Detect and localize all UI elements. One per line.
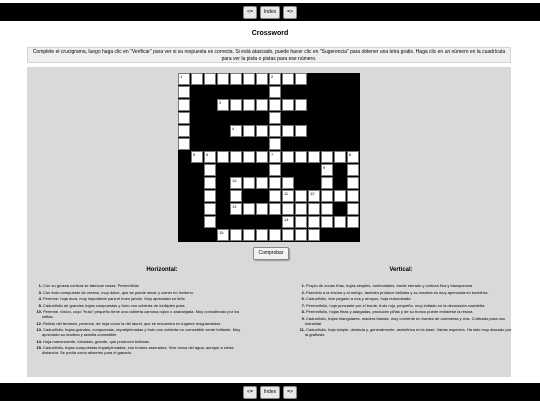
prev-page-button[interactable]: <= (243, 386, 257, 399)
grid-cell[interactable] (204, 203, 216, 215)
index-button[interactable]: Index (260, 386, 280, 399)
clue-number-label: 6. (301, 296, 305, 301)
grid-cell[interactable] (204, 177, 216, 189)
clue-text: Hoja marcescente, lobulada, grande, que producen bellotas. (43, 338, 150, 344)
grid-cell[interactable] (243, 177, 255, 189)
grid-cell[interactable] (204, 190, 216, 202)
clue-text: Caducifolio, hojas compuestas imparipinnadas, con bordes aserrados. Vive cerca del agua, aunque a cierta distancia. Se podía como alimento para el ganado. (42, 345, 234, 355)
grid-cell[interactable] (230, 203, 242, 215)
grid-cell[interactable] (243, 73, 255, 85)
clue-item (33, 339, 251, 344)
grid-cell[interactable] (308, 203, 320, 215)
clue-text: Caducifolio, hoja simple, dentada y, generalmente, asimétrica en la base. Varias especies. Ha sido muy atacado por la grafiosis. (305, 327, 512, 337)
clue-item (33, 327, 251, 337)
grid-cell[interactable] (178, 86, 190, 98)
grid-cell[interactable] (295, 229, 307, 241)
horizontal-clues-title: Horizontal: (146, 267, 178, 273)
grid-cell[interactable] (295, 99, 307, 111)
grid-cell[interactable] (269, 138, 281, 150)
clue-item (33, 290, 251, 295)
instructions-box: Complete el crucigrama, luego haga clic en "Verificar" para ver si su respuesta es correcta. Si está atascado, puede hacer clic en "Sugerencia" para obtener una letra gratis. Haga clic en un número en la cuadrícula para ver la pista o pistas para ese número. (27, 47, 511, 63)
clue-text: Relicto del terciario, perenne, de hoja como la del laurel, que se encuentra en lugares resguardados (43, 320, 221, 326)
grid-cell[interactable] (230, 177, 242, 189)
clue-number[interactable]: 1 (180, 74, 183, 79)
grid-cell[interactable] (282, 177, 294, 189)
clue-number-label: 13. (36, 327, 42, 332)
clue-number[interactable]: 11 (284, 191, 289, 196)
clue-number[interactable]: 10 (232, 178, 237, 183)
grid-cell[interactable] (178, 125, 190, 137)
clue-item (296, 283, 514, 288)
clue-item (33, 283, 251, 288)
grid-cell[interactable] (269, 125, 281, 137)
index-button[interactable]: Index (260, 6, 280, 19)
clue-text: Caducifolio, vive pegado a ríos y arroyos, hoja redondeada (306, 296, 411, 301)
bottom-nav-bar (0, 383, 540, 401)
clue-item (296, 290, 514, 295)
clue-number-label: 2. (301, 289, 305, 295)
grid-cell[interactable] (217, 151, 229, 163)
grid-cell[interactable] (269, 229, 281, 241)
grid-cell[interactable] (204, 73, 216, 85)
clue-item (296, 303, 514, 308)
clue-text: Con fruto compuesto de verano, muy dulce, que se puede secar y comer en invierno. (43, 289, 194, 295)
grid-cell[interactable] (269, 86, 281, 98)
grid-cell[interactable] (178, 99, 190, 111)
grid-cell[interactable] (243, 125, 255, 137)
grid-cell[interactable] (347, 216, 359, 228)
prev-page-button[interactable]: <= (243, 6, 257, 19)
grid-cell[interactable] (191, 151, 203, 163)
clue-number[interactable]: 15 (219, 230, 224, 235)
clue-text: Perennifolio, hoja punzante por el borde, fruto rojo, pequeño, muy imitado en la decoración navideña (306, 302, 485, 308)
grid-cell[interactable] (334, 151, 346, 163)
clue-number-label: 1. (38, 283, 42, 288)
grid-cell[interactable] (204, 216, 216, 228)
grid-cell[interactable] (243, 229, 255, 241)
check-button[interactable]: Comprobar (253, 247, 289, 260)
clue-number[interactable]: 8 (349, 152, 352, 157)
clue-number-label: 15. (36, 345, 42, 350)
grid-cell[interactable] (230, 73, 242, 85)
grid-cell[interactable] (308, 151, 320, 163)
grid-cell[interactable] (321, 190, 333, 202)
grid-cell[interactable] (256, 229, 268, 241)
grid-cell[interactable] (230, 229, 242, 241)
grid-cell[interactable] (230, 151, 242, 163)
grid-cell[interactable] (178, 138, 190, 150)
grid-cell[interactable] (217, 99, 229, 111)
grid-cell[interactable] (243, 151, 255, 163)
vertical-clues-title: Vertical: (389, 267, 413, 273)
grid-cell[interactable] (347, 151, 359, 163)
grid-cell[interactable] (230, 99, 242, 111)
grid-cell[interactable] (282, 203, 294, 215)
clue-number[interactable]: 3 (219, 100, 222, 105)
grid-cell[interactable] (282, 151, 294, 163)
grid-cell[interactable] (243, 99, 255, 111)
clue-item (33, 303, 251, 308)
grid-cell[interactable] (347, 190, 359, 202)
grid-cell[interactable] (334, 190, 346, 202)
grid-cell[interactable] (295, 151, 307, 163)
clue-item (33, 321, 251, 326)
clue-number[interactable]: 12 (310, 191, 315, 196)
grid-cell[interactable] (256, 125, 268, 137)
vertical-clues-list (296, 283, 514, 339)
next-page-button[interactable]: => (283, 6, 297, 19)
grid-cell[interactable] (269, 177, 281, 189)
grid-cell[interactable] (321, 151, 333, 163)
grid-cell[interactable] (308, 216, 320, 228)
grid-cell[interactable] (217, 73, 229, 85)
grid-cell[interactable] (204, 164, 216, 176)
clue-item (296, 309, 514, 314)
clue-item (33, 309, 251, 319)
clue-text: Propio de zonas frías, hojas simples, romboidales, borde serrado y corteza fina y blanquecina (306, 283, 473, 288)
clue-number-label: 11. (299, 327, 305, 332)
grid-cell[interactable] (256, 99, 268, 111)
grid-cell[interactable] (295, 216, 307, 228)
clue-text: Caducifolio de grandes hojas compuestas y fruto con cubierta de múltiples púas (43, 302, 185, 308)
grid-cell[interactable] (269, 73, 281, 85)
grid-cell[interactable] (347, 164, 359, 176)
grid-cell[interactable] (321, 164, 333, 176)
grid-cell[interactable] (308, 190, 320, 202)
grid-cell[interactable] (282, 125, 294, 137)
grid-cell[interactable] (230, 190, 242, 202)
clue-text: Perennifolio, hojas finas y alargadas, producen piñas y de su tronco puede extraerse la resina. (306, 309, 474, 314)
next-page-button[interactable]: => (283, 386, 297, 399)
clue-item (33, 296, 251, 301)
clue-text: Perenne, hoja dura, muy importante para el buen jamón. Muy apreciada su leña (43, 296, 185, 301)
clue-number[interactable]: 9 (323, 165, 326, 170)
clue-text: Parecido a la encina y al melojo, también produce bellotas y su madera es muy apreciada en tonelería. (306, 289, 489, 295)
clue-item (296, 316, 514, 326)
grid-cell[interactable] (321, 216, 333, 228)
grid-cell[interactable] (178, 73, 190, 85)
grid-cell[interactable] (269, 164, 281, 176)
grid-cell[interactable] (230, 125, 242, 137)
clue-text: Perenne, tóxico, cuyo "fruto" pequeño tiene una cubierta carnosa rojizo o anaranjada. Muy considerado por los celtas. (42, 309, 240, 319)
grid-cell[interactable] (295, 73, 307, 85)
clue-number-label: 8. (301, 309, 305, 314)
clue-number-label: 1. (301, 283, 305, 288)
grid-cell[interactable] (256, 203, 268, 215)
top-nav-bar (0, 3, 540, 21)
clue-number[interactable]: 7 (271, 152, 274, 157)
grid-cell[interactable] (243, 203, 255, 215)
grid-cell[interactable] (178, 112, 190, 124)
grid-cell[interactable] (295, 125, 307, 137)
clue-item (296, 296, 514, 301)
clue-number[interactable]: 13 (232, 204, 237, 209)
grid-cell[interactable] (295, 203, 307, 215)
horizontal-clues-list (33, 283, 251, 357)
grid-cell[interactable] (282, 190, 294, 202)
grid-cell[interactable] (282, 229, 294, 241)
grid-cell[interactable] (217, 229, 229, 241)
grid-cell[interactable] (269, 99, 281, 111)
grid-cell[interactable] (347, 203, 359, 215)
clue-number[interactable]: 4 (232, 126, 235, 131)
grid-cell[interactable] (282, 99, 294, 111)
grid-cell[interactable] (256, 73, 268, 85)
clue-number-label: 3. (38, 289, 42, 295)
grid-cell[interactable] (321, 203, 333, 215)
grid-cell[interactable] (295, 190, 307, 202)
grid-cell[interactable] (256, 177, 268, 189)
grid-cell[interactable] (282, 73, 294, 85)
clue-number[interactable]: 14 (284, 217, 289, 222)
grid-cell[interactable] (204, 151, 216, 163)
grid-cell[interactable] (256, 151, 268, 163)
clue-number[interactable]: 5 (193, 152, 196, 157)
clue-number-label: 4. (38, 296, 42, 301)
clue-number-label: 9. (301, 315, 305, 321)
clue-number-label: 12. (36, 320, 42, 326)
clue-number-label: 5. (38, 302, 42, 308)
clue-item (296, 327, 514, 337)
grid-cell[interactable] (269, 151, 281, 163)
grid-cell[interactable] (269, 190, 281, 202)
clue-text: Caducifolio, hojas triangulares, madera blanda, muy corriente en bordes de carreteras y ríos. Cultivado para uso industrial. (305, 315, 505, 326)
grid-cell[interactable] (269, 112, 281, 124)
grid-cell[interactable] (347, 177, 359, 189)
clue-number-label: 14. (36, 338, 42, 344)
clue-text: Caducifolio, hojas grandes, compuestas, imparipinnadas y fruto con cubierta no comestible verde brillante. Muy apreciado su madera y semilla comestible (42, 327, 241, 337)
crossword-grid (178, 73, 360, 242)
clue-item (33, 345, 251, 355)
clue-number[interactable]: 6 (206, 152, 209, 157)
clue-number-label: 7. (301, 302, 305, 308)
grid-cell[interactable] (269, 203, 281, 215)
page-title: Crossword (251, 30, 289, 37)
grid-cell[interactable] (321, 177, 333, 189)
clue-number[interactable]: 2 (271, 74, 274, 79)
clue-number-label: 10. (36, 309, 42, 314)
clue-text: Con su gruesa corteza se fabrican cosas. Perennifolio (43, 283, 139, 288)
grid-cell[interactable] (308, 229, 320, 241)
grid-cell[interactable] (282, 216, 294, 228)
grid-cell[interactable] (191, 73, 203, 85)
grid-cell[interactable] (334, 216, 346, 228)
